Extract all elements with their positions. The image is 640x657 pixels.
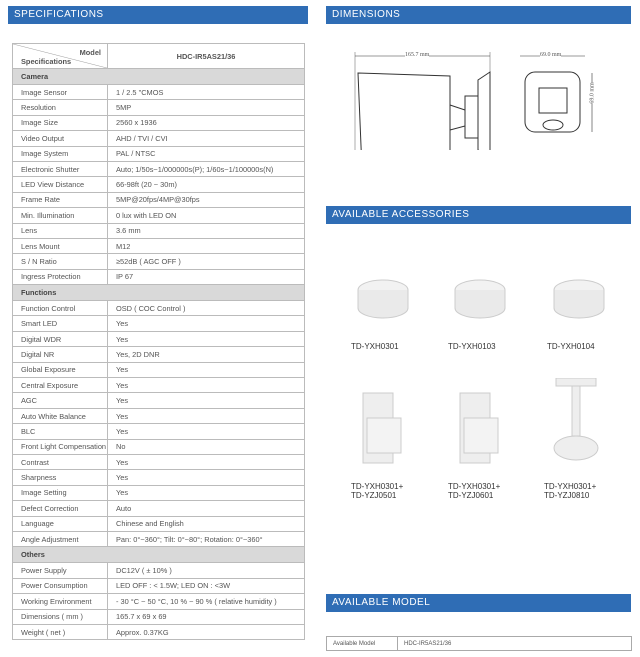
spec-row xyxy=(13,223,305,238)
header-model-label: Model xyxy=(79,48,101,57)
spec-value: Yes xyxy=(108,424,305,439)
spec-row xyxy=(13,531,305,546)
spec-label: Image Size xyxy=(13,115,108,130)
spec-value: Yes xyxy=(108,485,305,500)
spec-label: Ingress Protection xyxy=(13,269,108,284)
accessory-image xyxy=(450,268,510,333)
section-title: Functions xyxy=(13,285,305,301)
spec-label: Function Control xyxy=(13,301,108,316)
available-model-label: Available Model xyxy=(327,637,398,651)
spec-row xyxy=(13,192,305,207)
spec-row xyxy=(13,301,305,316)
length-dimension: 165.7 mm xyxy=(405,52,430,58)
header-specs-label: Specifications xyxy=(21,57,72,66)
spec-value: Yes, 2D DNR xyxy=(108,347,305,362)
spec-row xyxy=(13,316,305,331)
spec-row xyxy=(13,563,305,578)
dimension-drawing xyxy=(340,40,630,150)
spec-row xyxy=(13,454,305,469)
spec-label: Image System xyxy=(13,146,108,161)
spec-value: 5MP xyxy=(108,100,305,115)
spec-label: Working Environment xyxy=(13,594,108,609)
spec-row xyxy=(13,362,305,377)
spec-label: Digital NR xyxy=(13,347,108,362)
spec-value: 5MP@20fps/4MP@30fps xyxy=(108,192,305,207)
spec-row xyxy=(13,100,305,115)
spec-value: Approx. 0.37KG xyxy=(108,624,305,639)
spec-value: PAL / NTSC xyxy=(108,146,305,161)
spec-label: Defect Correction xyxy=(13,501,108,516)
spec-row xyxy=(13,501,305,516)
spec-label: Resolution xyxy=(13,100,108,115)
spec-value: DC12V ( ± 10% ) xyxy=(108,563,305,578)
accessory-model: TD-YXH0103 xyxy=(448,342,496,351)
spec-row xyxy=(13,485,305,500)
spec-value: 3.6 mm xyxy=(108,223,305,238)
spec-value: Yes xyxy=(108,316,305,331)
spec-label: Dimensions ( mm ) xyxy=(13,609,108,624)
spec-value: IP 67 xyxy=(108,269,305,284)
spec-value: Yes xyxy=(108,454,305,469)
spec-value: 2560 x 1936 xyxy=(108,115,305,130)
spec-value: - 30 °C ~ 50 °C, 10 % ~ 90 % ( relative humidity ) xyxy=(108,594,305,609)
section-title: Others xyxy=(13,547,305,563)
accessory-model-2: TD-YZJ0501 xyxy=(351,491,397,500)
spec-label: Video Output xyxy=(13,131,108,146)
spec-row xyxy=(13,424,305,439)
spec-value: 66-98ft (20 ~ 30m) xyxy=(108,177,305,192)
spec-value: AHD / TVI / CVI xyxy=(108,131,305,146)
spec-label: Power Supply xyxy=(13,563,108,578)
spec-value: Yes xyxy=(108,362,305,377)
height-dimension: 69.0 mm xyxy=(589,82,596,104)
spec-label: Image Setting xyxy=(13,485,108,500)
spec-row xyxy=(13,439,305,454)
spec-label: AGC xyxy=(13,393,108,408)
spec-value: Yes xyxy=(108,331,305,346)
spec-value: Yes xyxy=(108,470,305,485)
accessory-model: TD-YXH0301+ xyxy=(544,482,597,491)
spec-row xyxy=(13,624,305,639)
accessory-model-2: TD-YZJ0810 xyxy=(544,491,590,500)
spec-value: Chinese and English xyxy=(108,516,305,531)
spec-row xyxy=(13,347,305,362)
spec-row xyxy=(13,238,305,253)
model-name: HDC-IR5AS21/36 xyxy=(108,44,305,69)
spec-label: BLC xyxy=(13,424,108,439)
spec-value: M12 xyxy=(108,238,305,253)
available-model-header: AVAILABLE MODEL xyxy=(326,594,631,612)
spec-value: Pan: 0°~360°; Tilt: 0°~80°; Rotation: 0°~360° xyxy=(108,531,305,546)
spec-row xyxy=(13,578,305,593)
spec-row xyxy=(13,393,305,408)
accessory-model: TD-YXH0301+ xyxy=(351,482,404,491)
spec-row xyxy=(13,254,305,269)
available-model-value: HDC-IR5AS21/36 xyxy=(398,637,632,651)
spec-value: Auto; 1/50s~1/000000s(P); 1/60s~1/100000s(N) xyxy=(108,161,305,176)
spec-row xyxy=(13,208,305,223)
accessory-image xyxy=(353,268,413,333)
spec-row xyxy=(13,470,305,485)
accessories-header: AVAILABLE ACCESSORIES xyxy=(326,206,631,224)
spec-label: Power Consumption xyxy=(13,578,108,593)
spec-value: 1 / 2.5 "CMOS xyxy=(108,85,305,100)
spec-label: Smart LED xyxy=(13,316,108,331)
specifications-header: SPECIFICATIONS xyxy=(8,6,308,24)
spec-label: Image Sensor xyxy=(13,85,108,100)
spec-label: Angle Adjustment xyxy=(13,531,108,546)
spec-label: Electronic Shutter xyxy=(13,161,108,176)
spec-table xyxy=(12,43,305,640)
spec-label: Auto White Balance xyxy=(13,408,108,423)
accessory-image xyxy=(353,378,413,483)
spec-value: ≥52dB ( AGC OFF ) xyxy=(108,254,305,269)
spec-label: LED View Distance xyxy=(13,177,108,192)
spec-row xyxy=(13,378,305,393)
spec-row xyxy=(13,516,305,531)
spec-row xyxy=(13,85,305,100)
section-title: Camera xyxy=(13,69,305,85)
spec-row xyxy=(13,161,305,176)
spec-row xyxy=(13,269,305,284)
spec-label: Lens xyxy=(13,223,108,238)
accessory-model: TD-YXH0301 xyxy=(351,342,399,351)
spec-label: Weight ( net ) xyxy=(13,624,108,639)
accessory-model-2: TD-YZJ0601 xyxy=(448,491,494,500)
spec-row xyxy=(13,115,305,130)
spec-row xyxy=(13,177,305,192)
spec-label: Front Light Compensation xyxy=(13,439,108,454)
accessory-image xyxy=(549,268,609,333)
accessory-image xyxy=(546,378,606,483)
spec-label: Frame Rate xyxy=(13,192,108,207)
spec-value: OSD ( COC Control ) xyxy=(108,301,305,316)
spec-label: Contrast xyxy=(13,454,108,469)
spec-row xyxy=(13,408,305,423)
spec-value: Yes xyxy=(108,378,305,393)
spec-label: Global Exposure xyxy=(13,362,108,377)
spec-row xyxy=(13,594,305,609)
spec-value: 165.7 x 69 x 69 xyxy=(108,609,305,624)
spec-value: LED OFF : < 1.5W; LED ON : <3W xyxy=(108,578,305,593)
spec-row xyxy=(13,331,305,346)
spec-label: Sharpness xyxy=(13,470,108,485)
available-model-table xyxy=(326,636,632,651)
spec-label: S / N Ratio xyxy=(13,254,108,269)
spec-value: Auto xyxy=(108,501,305,516)
spec-label: Min. Illumination xyxy=(13,208,108,223)
spec-label: Language xyxy=(13,516,108,531)
spec-label: Central Exposure xyxy=(13,378,108,393)
spec-label: Digital WDR xyxy=(13,331,108,346)
spec-value: Yes xyxy=(108,408,305,423)
accessory-model: TD-YXH0104 xyxy=(547,342,595,351)
spec-row xyxy=(13,609,305,624)
spec-value: Yes xyxy=(108,393,305,408)
dimensions-header: DIMENSIONS xyxy=(326,6,631,24)
spec-value: 0 lux with LED ON xyxy=(108,208,305,223)
accessory-model: TD-YXH0301+ xyxy=(448,482,501,491)
spec-value: No xyxy=(108,439,305,454)
spec-label: Lens Mount xyxy=(13,238,108,253)
spec-row xyxy=(13,146,305,161)
width-dimension: 69.0 mm xyxy=(540,52,562,58)
accessory-image xyxy=(450,378,510,483)
spec-row xyxy=(13,131,305,146)
